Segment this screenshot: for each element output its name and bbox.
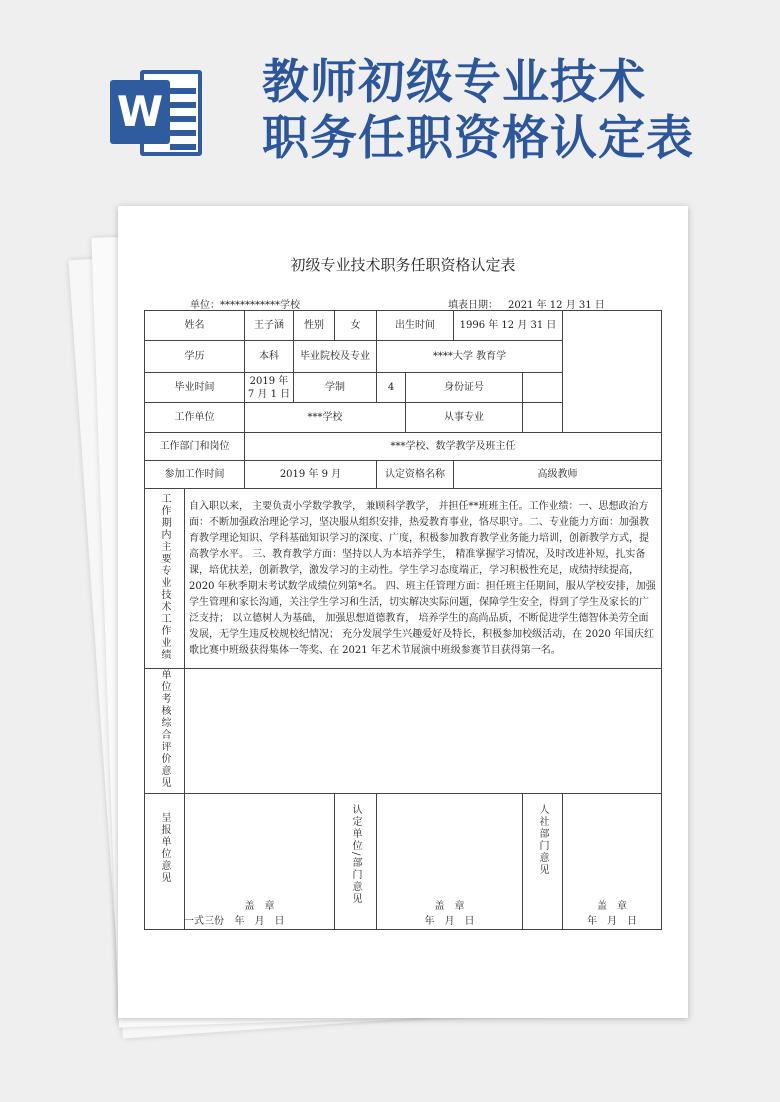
- value-start: 2019 年 9 月: [245, 461, 377, 489]
- value-birth: 1996 年 12 月 31 日: [454, 311, 563, 341]
- banner: [0, 0, 780, 200]
- label-hr: 人社部门意见: [523, 794, 563, 930]
- word-doc-icon: W: [110, 66, 205, 161]
- value-id: [523, 373, 563, 403]
- value-grad: 2019 年 7 月 1 日: [245, 373, 294, 403]
- value-major: [523, 403, 563, 433]
- seal-text: 盖 章: [244, 901, 275, 912]
- label-major: 从事专业: [406, 403, 523, 433]
- evaluation-cell: [185, 669, 662, 794]
- value-gender: 女: [335, 311, 377, 341]
- value-name: 王子涵: [245, 311, 294, 341]
- label-system: 学制: [294, 373, 377, 403]
- label-qual: 认定资格名称: [377, 461, 454, 489]
- label-start: 参加工作时间: [145, 461, 245, 489]
- submit-opinion-cell: [185, 794, 335, 930]
- value-work-unit: ***学校: [245, 403, 406, 433]
- label-birth: 出生时间: [377, 311, 454, 341]
- certify-opinion-cell: [377, 794, 523, 930]
- form-sheet: [118, 206, 688, 1018]
- photo-cell: [563, 311, 662, 433]
- value-dept: ***学校、数学教学及班主任: [245, 433, 662, 461]
- seal-text: 盖 章: [434, 901, 465, 912]
- seal-text: 盖 章: [597, 901, 628, 912]
- value-qual: 高级教师: [454, 461, 662, 489]
- date-field: 填表日期： 2021 年 12 月 31 日: [448, 300, 605, 311]
- value-edu: 本科: [245, 341, 294, 373]
- label-performance: 工作期内主要专业技术工作业绩: [145, 489, 185, 669]
- label-evaluation: 单位考核综合评价意见: [145, 669, 185, 794]
- date-text: 年 月 日: [587, 916, 638, 927]
- date-text: 年 月 日: [234, 916, 285, 927]
- value-school: ****大学 教育学: [377, 341, 563, 373]
- form-title: 初级专业技术职务任职资格认定表: [290, 256, 516, 274]
- label-school: 毕业院校及专业: [294, 341, 377, 373]
- hr-opinion-cell: [563, 794, 662, 930]
- banner-title: 教师初级专业技术 职务任职资格认定表: [262, 55, 694, 166]
- label-name: 姓名: [145, 311, 245, 341]
- form-table: [144, 310, 662, 930]
- performance-text: 自入职以来， 主要负责小学数学教学， 兼顾科学教学， 并担任**班班主任。工作业绩：一、思想政治方面：不断加强政治理论学习，坚决服从组织安排，热爱教育事业，恪尽职守。二、专业能力方面：加强教育教学理论知识、学科基础知识学习的深度、广度，积极参加教育教学业务能力培训，创新教学方式，提高教学水平。 三、教育教学方面：坚持以人为本培养学生， 精准掌握学习情况，及时改进补短，扎实备课，培优扶差，创新教学，激发学习的主动性。学生学习态度端正，学习积极性充足，成绩持续提高， 2020 年秋季期末考试数学成绩位列第*名。 四、班主任管理方面：担任班主任期间，服从学校安排，加强学生管理和家长沟通，关注学生学习和生活，切实解决实际问题，保障学生安全，得到了学生及家长的广泛支持； 以立德树人为基础， 加强思想道德教育， 培养学生的高尚品质，不断促进学生德智体美劳全面发展，无学生违反校规校纪情况； 充分发展学生兴趣爱好及特长，积极参加校级活动，在 2020 年国庆红歌比赛中班级获得集体一等奖、在 2021 年艺术节展演中班级参赛节目获得第一名。: [185, 489, 662, 669]
- unit-field: 单位：************学校: [190, 300, 300, 311]
- label-work-unit: 工作单位: [145, 403, 245, 433]
- label-submit: 呈报单位意见: [145, 794, 185, 930]
- label-dept: 工作部门和岗位: [145, 433, 245, 461]
- value-system: 4: [377, 373, 406, 403]
- label-edu: 学历: [145, 341, 245, 373]
- date-text: 年 月 日: [424, 916, 475, 927]
- label-certify: 认定单位/部门意见: [335, 794, 377, 930]
- label-id: 身份证号: [406, 373, 523, 403]
- copies-note: 一式三份: [184, 916, 224, 927]
- label-grad: 毕业时间: [145, 373, 245, 403]
- label-gender: 性别: [294, 311, 335, 341]
